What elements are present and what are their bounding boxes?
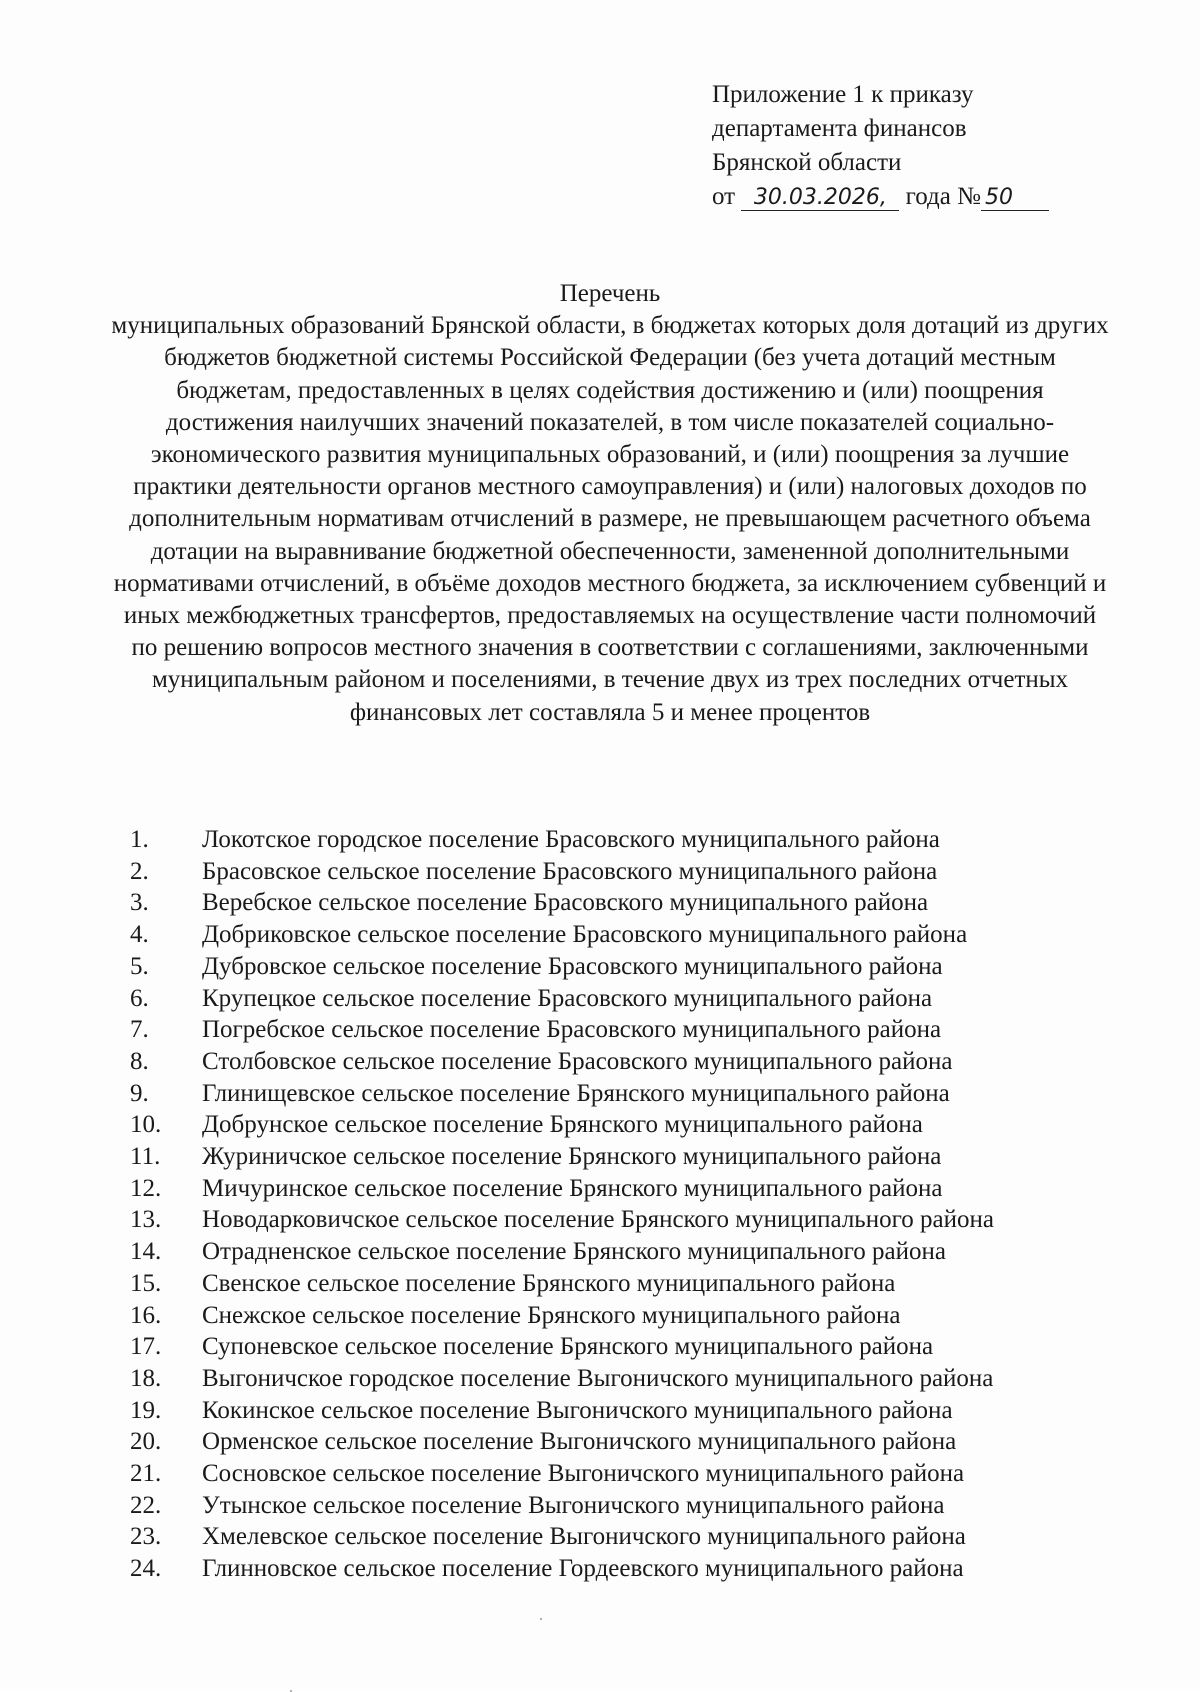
list-item (130, 1204, 1130, 1236)
list-item-text: Журиничское сельское поселение Брянского муниципального района (202, 1143, 942, 1171)
list-item-number: 19. (130, 1396, 162, 1424)
header-line-date-number (712, 180, 1132, 214)
title-body: муниципальных образований Брянской области, в бюджетах которых доля дотаций из других бюджетов бюджетной системы Российской Федерации (без учета дотаций местным бюджетам, предоставленных в целях содействия достижению и (или) поощрения достижения наилучших значений показателей, в том числе показателей социально-экономического развития муниципальных образований, и (или) поощрения за лучшие практики деятельности органов местного самоуправления) и (или) налоговых доходов по дополнительным нормативам отчислений в размере, не превышающем расчетного объема дотации на выравнивание бюджетной обеспеченности, замененной дополнительными нормативами отчислений, в объёме доходов местного бюджета, за исключением субвенций и иных межбюджетных трансфертов, предоставляемых на осуществление части полномочий по решению вопросов местного значения в соответствии с соглашениями, заключенными муниципальным районом и поселениями, в течение двух из трех последних отчетных финансовых лет составляла 5 и менее процентов (111, 312, 1109, 726)
list-item (130, 1236, 1130, 1268)
list-item-number: 24. (130, 1555, 162, 1583)
list-item (130, 1300, 1130, 1332)
list-item-text: Мичуринское сельское поселение Брянского муниципального района (202, 1174, 943, 1202)
document-title (110, 278, 1110, 729)
list-item-text: Орменское сельское поселение Выгоничского муниципального района (202, 1428, 957, 1456)
list-item (130, 1331, 1130, 1363)
list-item-text: Хмелевское сельское поселение Выгоничского муниципального района (202, 1523, 966, 1551)
list-item-number: 10. (130, 1111, 162, 1139)
approval-header (712, 78, 1132, 214)
header-line-department: департамента финансов (712, 115, 967, 142)
list-item (130, 983, 1130, 1015)
list-item-text: Брасовское сельское поселение Брасовского муниципального района (202, 857, 938, 885)
list-item (130, 856, 1130, 888)
list-item-number: 16. (130, 1301, 162, 1329)
list-item-number: 9. (130, 1079, 149, 1107)
list-item-text: Снежское сельское поселение Брянского муниципального района (202, 1301, 901, 1329)
list-item-number: 6. (130, 984, 149, 1012)
header-year-word: года (905, 183, 951, 210)
list-item-number: 1. (130, 826, 149, 853)
list-item-number: 2. (130, 857, 149, 885)
list-item-text: Локотское городское поселение Брасовского муниципального района (202, 826, 940, 853)
list-item (130, 1426, 1130, 1458)
list-item-number: 8. (130, 1047, 149, 1075)
list-item (130, 1458, 1130, 1490)
list-item-text: Столбовское сельское поселение Брасовского муниципального района (202, 1047, 953, 1075)
list-item-number: 20. (130, 1428, 162, 1456)
list-item-number: 22. (130, 1491, 162, 1519)
list-item-number: 14. (130, 1238, 162, 1266)
list-item (130, 824, 1130, 856)
list-item-number: 7. (130, 1016, 149, 1044)
title-heading: Перечень (559, 280, 661, 307)
list-item-number: 5. (130, 952, 149, 980)
list-item-text: Глинищевское сельское поселение Брянского муниципального района (202, 1079, 950, 1107)
list-item (130, 1363, 1130, 1395)
list-item (130, 1046, 1130, 1078)
list-item-text: Дубровское сельское поселение Брасовского муниципального района (202, 952, 943, 980)
list-item-text: Кокинское сельское поселение Выгоничского муниципального района (202, 1396, 953, 1424)
list-item (130, 1553, 1130, 1585)
list-item-number: 3. (130, 889, 149, 917)
list-item (130, 887, 1130, 919)
list-item-number: 18. (130, 1364, 162, 1392)
list-item-number: 23. (130, 1523, 162, 1551)
scan-speck (540, 1618, 542, 1620)
list-item-text: Сосновское сельское поселение Выгоничского муниципального района (202, 1460, 965, 1488)
municipality-list (130, 824, 1130, 1585)
list-item (130, 1078, 1130, 1110)
list-item (130, 1490, 1130, 1522)
header-line-appendix: Приложение 1 к приказу (712, 81, 974, 108)
handwritten-number: 50 (981, 186, 1049, 211)
list-item-text: Крупецкое сельское поселение Брасовского муниципального района (202, 984, 933, 1012)
list-item-text: Погребское сельское поселение Брасовского муниципального района (202, 1016, 942, 1044)
list-item-number: 13. (130, 1206, 162, 1234)
list-item-text: Глинновское сельское поселение Гордеевского муниципального района (202, 1555, 964, 1583)
list-item-number: 15. (130, 1269, 162, 1297)
list-item-text: Утынское сельское поселение Выгоничского муниципального района (202, 1491, 945, 1519)
list-item-number: 17. (130, 1333, 162, 1361)
list-item-number: 11. (130, 1143, 161, 1171)
list-item (130, 1173, 1130, 1205)
list-item (130, 1014, 1130, 1046)
list-item (130, 1268, 1130, 1300)
list-item-number: 21. (130, 1460, 162, 1488)
header-number-sign: № (957, 183, 981, 210)
list-item-text: Добриковское сельское поселение Брасовского муниципального района (202, 921, 968, 949)
list-item (130, 1109, 1130, 1141)
list-item-text: Выгоничское городское поселение Выгоничского муниципального района (202, 1364, 994, 1392)
list-item (130, 1141, 1130, 1173)
list-item-number: 4. (130, 921, 149, 949)
list-item-text: Отрадненское сельское поселение Брянского муниципального района (202, 1238, 946, 1266)
list-item-text: Добрунское сельское поселение Брянского муниципального района (202, 1111, 923, 1139)
header-prefix: от (712, 183, 736, 210)
list-item (130, 919, 1130, 951)
list-item (130, 951, 1130, 983)
list-item (130, 1521, 1130, 1553)
handwritten-date: 30.03.2026, (741, 186, 899, 211)
list-item-text: Новодарковичское сельское поселение Брянского муниципального района (202, 1206, 994, 1234)
list-item (130, 1395, 1130, 1427)
list-item-number: 12. (130, 1174, 162, 1202)
list-item-text: Веребское сельское поселение Брасовского муниципального района (202, 889, 929, 917)
list-item-text: Свенское сельское поселение Брянского муниципального района (202, 1269, 896, 1297)
list-item-text: Супоневское сельское поселение Брянского муниципального района (202, 1333, 934, 1361)
header-line-region: Брянской области (712, 149, 902, 176)
